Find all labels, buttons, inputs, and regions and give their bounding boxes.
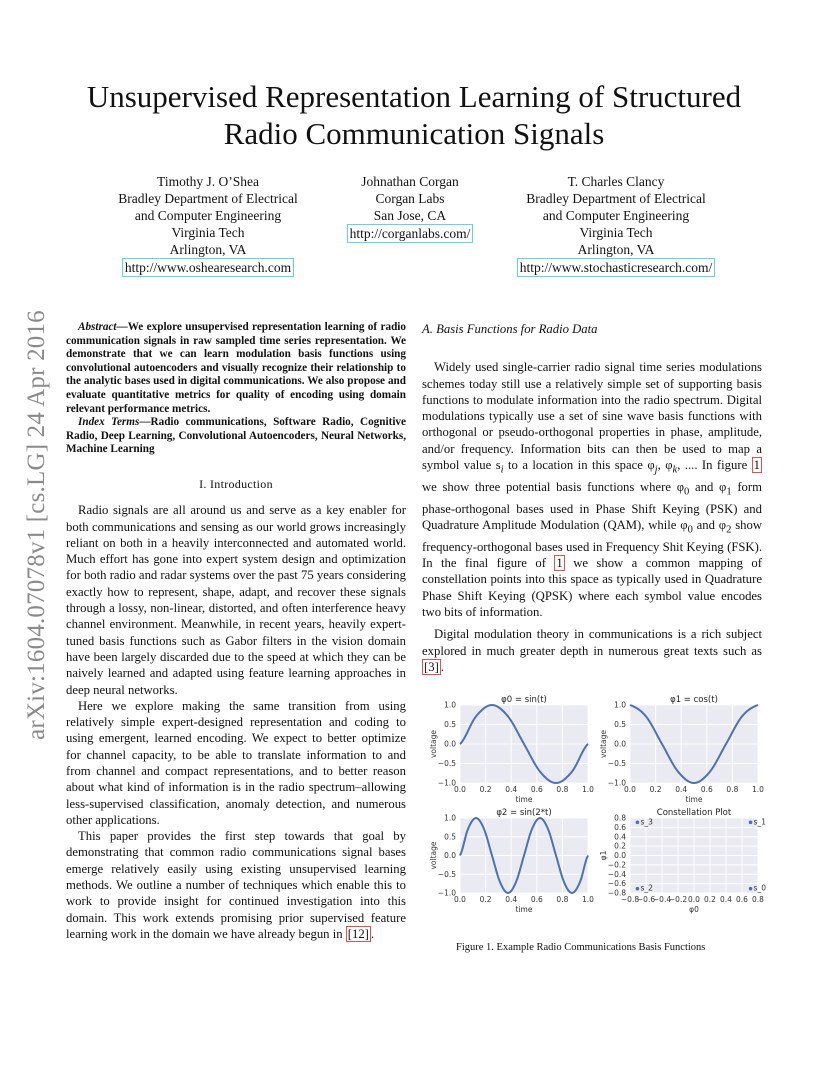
author-block [506,173,726,277]
y-tick-label: 0.0 [444,739,456,749]
paragraph-text: Widely used single-carrier radio signal time series modulations schemes today still use a relatively simple set of supporting basis functions to modulate information into the radio spectrum. Digital modulations typically use a set of sine wave basis functions with orthogonal or pseudo-orthogonal properties in phase, amplitude, and/or frequency. Information bits can then be used to map a symbol value s [422,360,762,473]
point-label: s_3 [640,817,653,827]
x-tick-label: 0.2 [704,895,716,904]
index-terms-label: Index Terms [78,416,140,429]
author-affiliation: and Computer Engineering [134,208,282,223]
x-tick-label: 0.4 [505,785,518,794]
subscript: 1 [726,486,732,498]
paragraph-text: we show three potential basis functions where φ [422,479,685,494]
author-url-link[interactable]: http://www.oshearesearch.com [122,258,294,277]
subscript: 0 [687,524,693,536]
plot-title: Constellation Plot [656,808,732,818]
y-tick-label: −0.5 [607,759,626,768]
x-tick-label: 0.0 [624,785,636,794]
paragraph-text: This paper provides the first step towards that goal by demonstrating that common radio communications signal bases emerge relatively easily using existing unsupervised learning methods. We outline a number of techniques which enable this to work to provide insight for continued investigation into this domain. This work extends promising prior supervised feature learning work in the domain we have already begun in [66,829,406,941]
paragraph-text: show frequency-orthogonal bases used in Frequency Shit Keying (FSK). In the final figure of [422,518,762,571]
subplot-2 [599,695,764,804]
y-tick-label: −0.8 [607,888,626,898]
x-tick-label: 0.6 [530,785,543,794]
y-tick-label: −0.5 [437,759,456,768]
x-tick-label: −0.6 [636,895,656,904]
title-line: Radio Communication Signals [223,116,605,151]
arxiv-id: arXiv:1604.07078v1 [cs.LG] 24 Apr 2016 [23,310,50,740]
x-tick-label: 0.4 [675,785,688,794]
paragraph-text: to a location in this space φ [503,458,655,473]
paragraph-text: , φ [657,458,673,473]
point-label: s_1 [753,817,766,827]
author-affiliation: Virginia Tech [171,225,245,240]
section-heading: I. Introduction [199,476,273,491]
x-tick-label: −0.8 [620,895,640,904]
subscript: 0 [684,486,690,498]
paragraph [422,359,762,620]
author-name: Johnathan Corgan [361,174,459,189]
x-axis-label: time [515,795,533,804]
subplot-3 [429,808,594,914]
y-tick-label: −1.0 [607,778,626,788]
y-axis-label: φ1 [599,850,608,861]
x-tick-label: 1.0 [582,785,594,794]
y-tick-label: 0.2 [614,841,626,851]
y-tick-label: 0.8 [614,813,626,823]
author-affiliation: Bradley Department of Electrical [526,191,706,206]
y-tick-label: −0.5 [437,869,456,879]
y-tick-label: −1.0 [437,778,456,788]
y-tick-label: 1.0 [444,700,456,710]
x-tick-label: 0.0 [454,785,466,794]
constellation-point [636,887,640,891]
abstract-label: Abstract [78,321,117,333]
author-block [330,173,490,243]
x-tick-label: 1.0 [752,785,764,794]
paragraph-text: Digital modulation theory in communications is a rich subject explored in much greater depth in numerous great texts such as [422,627,762,658]
figure-caption: Figure 1. Example Radio Communications Basis Functions [456,942,706,953]
author-affiliation: and Computer Engineering [542,208,690,223]
author-location: San Jose, CA [373,208,447,223]
constellation-point [749,821,753,825]
x-tick-label: 0.8 [752,895,764,904]
paragraph [422,626,762,675]
paragraph [66,828,406,942]
x-axis-label: time [685,795,703,804]
abstract-text: —We explore unsupervised representation learning of radio communication signals in raw sampled time series representation. We demonstrate that we can learn modulation basis functions using convolutional autoencoders and visually recognize their relationship to the analytic bases used in digital communications. We also propose and evaluate quantitative metrics for quality of encoding using domain relevant performance metrics. [66,321,406,415]
figure-link[interactable]: 1 [753,458,760,473]
y-tick-label: −0.4 [607,869,626,879]
y-axis-label: voltage [429,841,438,870]
plot-title: φ0 = sin(t) [501,695,547,705]
citation-link[interactable]: [12] [347,926,369,941]
x-tick-label: 0.6 [700,785,713,794]
subscript: i [500,464,504,476]
y-tick-label: 0.5 [444,720,456,729]
subscript: k [672,464,678,476]
y-tick-label: 0.0 [614,739,626,749]
point-label: s_2 [640,883,653,893]
author-name: Timothy J. O’Shea [157,174,259,189]
x-tick-label: −0.4 [652,895,672,904]
arxiv-watermark [22,285,52,765]
author-name: T. Charles Clancy [567,174,665,189]
author-location: Arlington, VA [169,242,247,257]
figure-link[interactable]: 1 [556,556,563,571]
paragraph: Here we explore making the same transition from using relatively simple expert-designed representation and coding to using emergent, learned encoding. We expect to better optimize for channel capacity, to be able to translate information to and from channel and compact representations, and to better reason about what kind of information is in the radio spectrum–allowing less-supervised classification, anomaly detection, and numerous other applications. [66,698,406,827]
x-tick-label: 0.4 [720,895,732,904]
x-tick-label: 0.8 [556,785,569,794]
constellation-point [749,887,753,891]
index-terms [66,416,406,457]
plot-title: φ1 = cos(t) [670,695,718,705]
author-url-link[interactable]: http://corganlabs.com/ [347,224,474,243]
subsection-heading: A. Basis Functions for Radio Data [422,322,598,336]
x-axis-label: time [515,905,533,914]
author-affiliation: Bradley Department of Electrical [118,191,298,206]
y-tick-label: 0.0 [614,851,626,860]
y-tick-label: 1.0 [614,700,626,710]
left-column [66,321,406,942]
citation-link[interactable]: [3] [424,659,439,674]
paragraph-text: . [370,926,375,941]
title-line: Unsupervised Representation Learning of Structured [86,79,742,114]
author-block [98,173,318,277]
x-axis-label: φ0 [689,905,699,914]
y-tick-label: 0.6 [614,822,626,832]
paragraph-text: . [440,659,444,674]
y-tick-label: 0.5 [614,720,626,729]
author-affiliation: Virginia Tech [579,225,653,240]
x-tick-label: 1.0 [582,895,594,904]
y-tick-label: 0.0 [444,851,456,860]
y-tick-label: 0.4 [614,832,626,842]
x-tick-label: 0.4 [505,895,518,904]
right-column [422,321,762,675]
subplot-1 [429,695,594,804]
paragraph-text: and φ [689,479,727,494]
y-tick-label: 0.5 [444,832,456,842]
x-tick-label: 0.8 [556,895,569,904]
subscript: j [654,464,658,476]
y-tick-label: −0.6 [607,879,626,889]
x-tick-label: 0.0 [454,895,466,904]
constellation-point [636,821,640,825]
paragraph-text: and φ [692,518,727,533]
author-location: Arlington, VA [577,242,655,257]
paragraph-text: , .... In figure [677,458,752,473]
abstract [66,321,406,416]
author-affiliation: Corgan Labs [375,191,445,206]
x-tick-label: 0.6 [530,895,543,904]
y-axis-label: voltage [599,729,608,759]
y-tick-label: −0.2 [607,860,626,870]
y-tick-label: −1.0 [437,888,456,898]
paper-title [40,78,788,152]
x-tick-label: 0.2 [479,785,492,794]
author-url-link[interactable]: http://www.stochasticresearch.com/ [517,258,716,277]
x-tick-label: 0.2 [479,895,492,904]
paragraph-text: form phase-orthogonal bases used in Phase Shift Keying (PSK) and Quadrature Amplitude Modulation (QAM), while φ [422,479,762,533]
x-tick-label: 0.8 [726,785,739,794]
x-tick-label: −0.2 [668,895,688,904]
figure-1-plots [420,695,780,930]
x-tick-label: 0.0 [688,895,700,904]
x-tick-label: 0.6 [736,895,748,904]
subscript: 2 [726,524,732,536]
index-terms-text: —Radio communications, Software Radio, Cognitive Radio, Deep Learning, Convolutional Autoencoders, Neural Networks, Machine Learning [66,416,406,456]
paragraph-text: we show a common mapping of constellation points into this space as typically used in Quadrature Phase Shift Keying (QPSK) where each symbol value encodes two bits of information. [422,556,762,620]
y-axis-label: voltage [429,729,438,759]
plot-title: φ2 = sin(2*t) [496,808,552,818]
x-tick-label: 0.2 [649,785,662,794]
paragraph: Radio signals are all around us and serve as a key enabler for both communications and sensing as our world grows increasingly reliant on both in a heavily interconnected and automated world. Much effort has gone into expert system design and optimization for both radio and radar systems over the past 75 years considering exactly how to represent, shape, adapt, and recover these signals through a lossy, non-linear, distorted, and often interference heavy channel environment. Meanwhile, in recent years, heavily expert-tuned basis functions such as Gabor filters in the vision domain have been largely discarded due to the speed at which they can be naively learned and adapted using feature learning approaches in deep neural networks. [66,503,406,697]
subplot-4 [599,808,766,914]
point-label: s_0 [753,883,766,893]
y-tick-label: 1.0 [444,813,456,823]
